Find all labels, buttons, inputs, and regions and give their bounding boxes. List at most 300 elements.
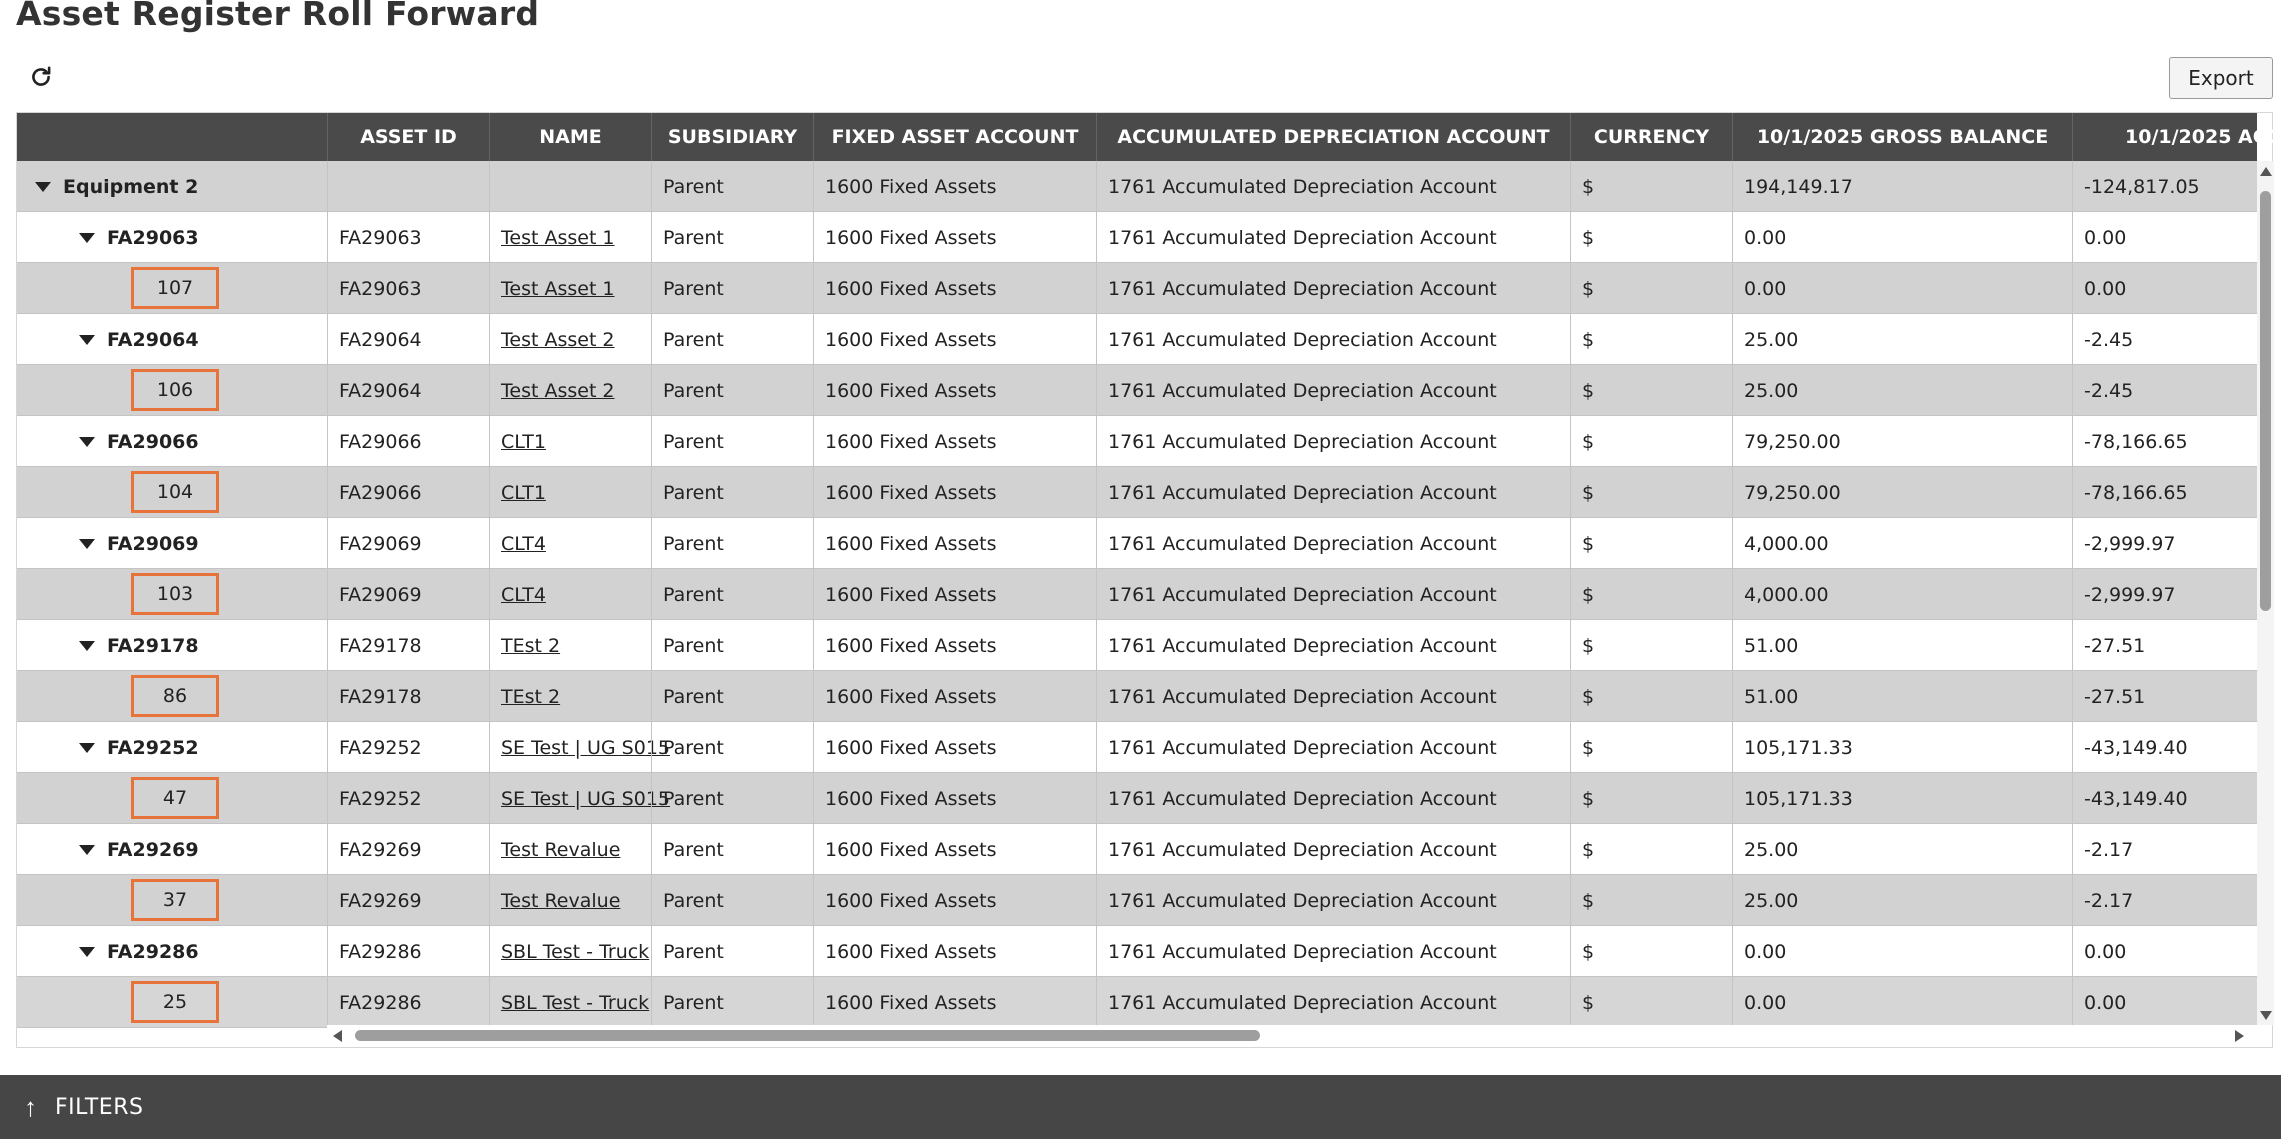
- asset-detail-row[interactable]: [17, 875, 2257, 926]
- cell-name[interactable]: [489, 161, 651, 212]
- cell-asset-id: [327, 875, 489, 926]
- cell-gross-balance-text: 4,000.00: [1744, 583, 1829, 606]
- asset-label: FA29069: [107, 532, 199, 555]
- cell-subsidiary: [651, 365, 813, 416]
- tree-cell: [17, 365, 327, 416]
- header-name[interactable]: NAME: [489, 113, 651, 161]
- cell-gross-balance-text: 0.00: [1744, 991, 1787, 1014]
- cell-gross-balance-text: 105,171.33: [1744, 787, 1853, 810]
- asset-row[interactable]: [17, 824, 2257, 875]
- horizontal-scroll-thumb[interactable]: [355, 1030, 1260, 1041]
- asset-name-link[interactable]: TEst 2: [501, 685, 561, 708]
- asset-row[interactable]: [17, 212, 2257, 263]
- cell-acc-balance: [2072, 569, 2257, 620]
- cell-accumulated-depreciation-account: [1096, 467, 1570, 518]
- cell-asset-id-text: FA29063: [339, 277, 422, 300]
- cell-subsidiary-text: Parent: [663, 430, 724, 453]
- cell-acc-balance-text: -78,166.65: [2084, 430, 2188, 453]
- cell-gross-balance: [1732, 620, 2072, 671]
- asset-label: FA29252: [107, 736, 199, 759]
- header-tree-column: [17, 113, 327, 161]
- asset-label: FA29064: [107, 328, 199, 351]
- cell-gross-balance: [1732, 722, 2072, 773]
- cell-fixed-asset-account-text: 1600 Fixed Assets: [825, 226, 997, 249]
- cell-currency: [1570, 875, 1732, 926]
- cell-currency-text: $: [1582, 328, 1595, 351]
- asset-detail-row[interactable]: [17, 671, 2257, 722]
- cell-name[interactable]: [489, 671, 651, 722]
- grid-header: [17, 113, 2281, 161]
- cell-subsidiary: [651, 773, 813, 824]
- cell-subsidiary-text: Parent: [663, 532, 724, 555]
- cell-accumulated-depreciation-account-text: 1761 Accumulated Depreciation Account: [1108, 328, 1497, 351]
- cell-asset-id-text: FA29064: [339, 328, 422, 351]
- cell-asset-id-text: FA29178: [339, 634, 422, 657]
- cell-currency: [1570, 671, 1732, 722]
- asset-row[interactable]: [17, 416, 2257, 467]
- cell-asset-id: [327, 671, 489, 722]
- asset-label: FA29066: [107, 430, 199, 453]
- header-accumulated-depreciation-account[interactable]: ACCUMULATED DEPRECIATION ACCOUNT: [1096, 113, 1570, 161]
- cell-subsidiary-text: Parent: [663, 787, 724, 810]
- cell-asset-id: [327, 722, 489, 773]
- cell-fixed-asset-account: [813, 620, 1096, 671]
- cell-gross-balance-text: 0.00: [1744, 226, 1787, 249]
- cell-accumulated-depreciation-account: [1096, 824, 1570, 875]
- expand-caret-icon[interactable]: [79, 539, 95, 549]
- cell-currency: [1570, 518, 1732, 569]
- cell-gross-balance: [1732, 314, 2072, 365]
- cell-gross-balance-text: 25.00: [1744, 328, 1799, 351]
- tree-cell: [17, 518, 327, 569]
- asset-name-link[interactable]: SE Test | UG S015: [501, 736, 670, 759]
- filters-bar[interactable]: [0, 1075, 2281, 1139]
- cell-name[interactable]: [489, 365, 651, 416]
- cell-asset-id: [327, 773, 489, 824]
- expand-caret-icon[interactable]: [79, 641, 95, 651]
- cell-fixed-asset-account: [813, 365, 1096, 416]
- highlighted-record-id: 25: [131, 981, 219, 1023]
- cell-subsidiary-text: Parent: [663, 991, 724, 1014]
- asset-name-link[interactable]: SBL Test - Truck: [501, 991, 650, 1014]
- cell-acc-balance-text: -124,817.05: [2084, 175, 2200, 198]
- cell-acc-balance-text: -2.17: [2084, 838, 2134, 861]
- cell-fixed-asset-account: [813, 161, 1096, 212]
- cell-name[interactable]: [489, 263, 651, 314]
- asset-row[interactable]: [17, 518, 2257, 569]
- cell-fixed-asset-account: [813, 212, 1096, 263]
- highlighted-record-id: 107: [131, 267, 219, 309]
- asset-row[interactable]: [17, 926, 2257, 977]
- expand-caret-icon[interactable]: [79, 437, 95, 447]
- cell-gross-balance-text: 105,171.33: [1744, 736, 1853, 759]
- cell-accumulated-depreciation-account-text: 1761 Accumulated Depreciation Account: [1108, 175, 1497, 198]
- cell-asset-id: [327, 314, 489, 365]
- cell-accumulated-depreciation-account: [1096, 569, 1570, 620]
- refresh-button[interactable]: [24, 60, 58, 94]
- cell-currency-text: $: [1582, 787, 1595, 810]
- cell-name[interactable]: [489, 212, 651, 263]
- cell-acc-balance: [2072, 314, 2257, 365]
- cell-currency: [1570, 314, 1732, 365]
- asset-detail-row[interactable]: [17, 977, 2257, 1028]
- cell-gross-balance-text: 4,000.00: [1744, 532, 1829, 555]
- cell-asset-id-text: FA29069: [339, 532, 422, 555]
- cell-accumulated-depreciation-account: [1096, 416, 1570, 467]
- cell-fixed-asset-account-text: 1600 Fixed Assets: [825, 787, 997, 810]
- asset-grid: [16, 112, 2281, 1048]
- cell-gross-balance: [1732, 365, 2072, 416]
- cell-subsidiary-text: Parent: [663, 328, 724, 351]
- cell-acc-balance-text: -27.51: [2084, 685, 2146, 708]
- cell-accumulated-depreciation-account: [1096, 620, 1570, 671]
- cell-accumulated-depreciation-account-text: 1761 Accumulated Depreciation Account: [1108, 787, 1497, 810]
- cell-acc-balance: [2072, 824, 2257, 875]
- cell-accumulated-depreciation-account-text: 1761 Accumulated Depreciation Account: [1108, 736, 1497, 759]
- cell-acc-balance: [2072, 263, 2257, 314]
- header-subsidiary[interactable]: SUBSIDIARY: [651, 113, 813, 161]
- asset-name-link[interactable]: CLT1: [501, 481, 546, 504]
- cell-name[interactable]: [489, 620, 651, 671]
- cell-accumulated-depreciation-account-text: 1761 Accumulated Depreciation Account: [1108, 430, 1497, 453]
- cell-asset-id: [327, 518, 489, 569]
- expand-caret-icon[interactable]: [79, 743, 95, 753]
- highlighted-record-id: 103: [131, 573, 219, 615]
- cell-fixed-asset-account-text: 1600 Fixed Assets: [825, 889, 997, 912]
- asset-name-link[interactable]: Test Asset 2: [501, 328, 615, 351]
- cell-gross-balance-text: 79,250.00: [1744, 430, 1841, 453]
- cell-currency: [1570, 773, 1732, 824]
- cell-subsidiary: [651, 161, 813, 212]
- cell-currency-text: $: [1582, 481, 1595, 504]
- cell-currency-text: $: [1582, 634, 1595, 657]
- tree-cell: [17, 773, 327, 824]
- cell-accumulated-depreciation-account-text: 1761 Accumulated Depreciation Account: [1108, 889, 1497, 912]
- cell-asset-id-text: FA29066: [339, 481, 422, 504]
- asset-name-link[interactable]: CLT4: [501, 532, 546, 555]
- cell-asset-id: [327, 467, 489, 518]
- cell-name[interactable]: [489, 773, 670, 824]
- cell-fixed-asset-account-text: 1600 Fixed Assets: [825, 991, 997, 1014]
- cell-currency: [1570, 161, 1732, 212]
- cell-gross-balance: [1732, 824, 2072, 875]
- cell-gross-balance: [1732, 977, 2072, 1028]
- cell-subsidiary: [651, 314, 813, 365]
- filters-label: FILTERS: [55, 1094, 144, 1120]
- cell-fixed-asset-account: [813, 518, 1096, 569]
- cell-gross-balance: [1732, 926, 2072, 977]
- asset-row[interactable]: [17, 314, 2257, 365]
- scroll-down-icon[interactable]: [2260, 1011, 2272, 1020]
- cell-subsidiary: [651, 671, 813, 722]
- export-button[interactable]: Export: [2169, 57, 2273, 99]
- cell-fixed-asset-account-text: 1600 Fixed Assets: [825, 634, 997, 657]
- expand-caret-icon[interactable]: [79, 335, 95, 345]
- cell-asset-id-text: FA29286: [339, 940, 422, 963]
- cell-name[interactable]: [489, 722, 670, 773]
- cell-name[interactable]: [489, 569, 651, 620]
- arrow-up-icon: ↑: [24, 1091, 37, 1122]
- tree-cell: [17, 926, 327, 977]
- asset-name-link[interactable]: Test Asset 1: [501, 226, 615, 249]
- cell-asset-id-text: FA29252: [339, 736, 422, 759]
- cell-currency-text: $: [1582, 685, 1595, 708]
- cell-subsidiary-text: Parent: [663, 226, 724, 249]
- horizontal-scrollbar[interactable]: [327, 1025, 2257, 1047]
- expand-caret-icon[interactable]: [79, 233, 95, 243]
- vertical-scroll-thumb[interactable]: [2260, 191, 2271, 611]
- asset-label: FA29178: [107, 634, 199, 657]
- cell-accumulated-depreciation-account-text: 1761 Accumulated Depreciation Account: [1108, 940, 1497, 963]
- refresh-icon: [28, 64, 54, 90]
- cell-accumulated-depreciation-account: [1096, 977, 1570, 1028]
- cell-name[interactable]: [489, 416, 651, 467]
- cell-gross-balance: [1732, 773, 2072, 824]
- tree-cell: [17, 569, 327, 620]
- scroll-left-icon[interactable]: [333, 1030, 342, 1042]
- grid-body: [17, 161, 2257, 1025]
- cell-accumulated-depreciation-account-text: 1761 Accumulated Depreciation Account: [1108, 634, 1497, 657]
- cell-gross-balance-text: 0.00: [1744, 940, 1787, 963]
- tree-cell: [17, 671, 327, 722]
- cell-asset-id-text: FA29066: [339, 430, 422, 453]
- cell-fixed-asset-account: [813, 926, 1096, 977]
- cell-fixed-asset-account: [813, 977, 1096, 1028]
- cell-currency-text: $: [1582, 532, 1595, 555]
- cell-fixed-asset-account-text: 1600 Fixed Assets: [825, 583, 997, 606]
- cell-currency-text: $: [1582, 175, 1595, 198]
- cell-accumulated-depreciation-account-text: 1761 Accumulated Depreciation Account: [1108, 277, 1497, 300]
- cell-acc-balance-text: -2.45: [2084, 379, 2134, 402]
- cell-acc-balance: [2072, 416, 2257, 467]
- asset-name-link[interactable]: SE Test | UG S015: [501, 787, 670, 810]
- cell-asset-id: [327, 977, 489, 1028]
- cell-subsidiary: [651, 977, 813, 1028]
- header-gross-balance[interactable]: 10/1/2025 GROSS BALANCE: [1732, 113, 2072, 161]
- cell-subsidiary: [651, 569, 813, 620]
- cell-accumulated-depreciation-account-text: 1761 Accumulated Depreciation Account: [1108, 226, 1497, 249]
- cell-acc-balance: [2072, 671, 2257, 722]
- asset-label: FA29063: [107, 226, 199, 249]
- asset-name-link[interactable]: Test Revalue: [501, 838, 621, 861]
- cell-subsidiary-text: Parent: [663, 736, 724, 759]
- cell-acc-balance: [2072, 773, 2257, 824]
- cell-accumulated-depreciation-account: [1096, 722, 1570, 773]
- cell-asset-id-text: FA29269: [339, 838, 422, 861]
- cell-gross-balance-text: 194,149.17: [1744, 175, 1853, 198]
- cell-currency: [1570, 365, 1732, 416]
- cell-acc-balance-text: 0.00: [2084, 940, 2127, 963]
- cell-accumulated-depreciation-account: [1096, 161, 1570, 212]
- cell-gross-balance: [1732, 161, 2072, 212]
- header-acc-balance[interactable]: 10/1/2025 ACC: [2072, 113, 2257, 161]
- asset-name-link[interactable]: Test Asset 1: [501, 277, 615, 300]
- header-asset-id[interactable]: ASSET ID: [327, 113, 489, 161]
- cell-asset-id-text: FA29178: [339, 685, 422, 708]
- cell-gross-balance: [1732, 671, 2072, 722]
- tree-cell: [17, 977, 327, 1028]
- cell-acc-balance-text: -43,149.40: [2084, 787, 2188, 810]
- cell-accumulated-depreciation-account: [1096, 314, 1570, 365]
- cell-acc-balance-text: 0.00: [2084, 226, 2127, 249]
- cell-fixed-asset-account: [813, 314, 1096, 365]
- asset-detail-row[interactable]: [17, 569, 2257, 620]
- cell-name[interactable]: [489, 314, 651, 365]
- cell-accumulated-depreciation-account: [1096, 773, 1570, 824]
- cell-subsidiary-text: Parent: [663, 838, 724, 861]
- scroll-right-icon[interactable]: [2235, 1030, 2244, 1042]
- cell-currency: [1570, 824, 1732, 875]
- cell-asset-id: [327, 161, 489, 212]
- asset-label: FA29286: [107, 940, 199, 963]
- cell-name[interactable]: [489, 824, 651, 875]
- cell-asset-id: [327, 926, 489, 977]
- cell-currency-text: $: [1582, 991, 1595, 1014]
- cell-gross-balance-text: 25.00: [1744, 379, 1799, 402]
- cell-gross-balance-text: 25.00: [1744, 838, 1799, 861]
- cell-acc-balance: [2072, 926, 2257, 977]
- cell-name[interactable]: [489, 467, 651, 518]
- cell-accumulated-depreciation-account-text: 1761 Accumulated Depreciation Account: [1108, 379, 1497, 402]
- cell-gross-balance-text: 79,250.00: [1744, 481, 1841, 504]
- expand-caret-icon[interactable]: [35, 182, 51, 192]
- cell-asset-id-text: FA29286: [339, 991, 422, 1014]
- asset-detail-row[interactable]: [17, 365, 2257, 416]
- tree-cell: [17, 722, 327, 773]
- cell-currency: [1570, 620, 1732, 671]
- asset-name-link[interactable]: SBL Test - Truck: [501, 940, 650, 963]
- cell-subsidiary-text: Parent: [663, 175, 724, 198]
- cell-fixed-asset-account: [813, 416, 1096, 467]
- cell-subsidiary: [651, 416, 813, 467]
- cell-subsidiary: [651, 212, 813, 263]
- cell-accumulated-depreciation-account: [1096, 875, 1570, 926]
- cell-fixed-asset-account-text: 1600 Fixed Assets: [825, 379, 997, 402]
- cell-acc-balance: [2072, 620, 2257, 671]
- highlighted-record-id: 47: [131, 777, 219, 819]
- tree-cell: [17, 212, 327, 263]
- cell-accumulated-depreciation-account: [1096, 518, 1570, 569]
- cell-gross-balance: [1732, 467, 2072, 518]
- cell-currency-text: $: [1582, 838, 1595, 861]
- asset-name-link[interactable]: Test Asset 2: [501, 379, 615, 402]
- expand-caret-icon[interactable]: [79, 947, 95, 957]
- group-row[interactable]: [17, 161, 2257, 212]
- asset-name-link[interactable]: Test Revalue: [501, 889, 621, 912]
- asset-detail-row[interactable]: [17, 467, 2257, 518]
- cell-asset-id: [327, 263, 489, 314]
- cell-asset-id: [327, 212, 489, 263]
- cell-gross-balance-text: 25.00: [1744, 889, 1799, 912]
- cell-accumulated-depreciation-account: [1096, 671, 1570, 722]
- cell-subsidiary: [651, 722, 813, 773]
- asset-detail-row[interactable]: [17, 263, 2257, 314]
- cell-name[interactable]: [489, 926, 651, 977]
- cell-currency-text: $: [1582, 379, 1595, 402]
- cell-acc-balance-text: 0.00: [2084, 277, 2127, 300]
- cell-fixed-asset-account: [813, 671, 1096, 722]
- cell-fixed-asset-account: [813, 263, 1096, 314]
- cell-accumulated-depreciation-account-text: 1761 Accumulated Depreciation Account: [1108, 838, 1497, 861]
- tree-cell: [17, 467, 327, 518]
- cell-subsidiary-text: Parent: [663, 940, 724, 963]
- cell-acc-balance-text: 0.00: [2084, 991, 2127, 1014]
- vertical-scrollbar[interactable]: [2257, 161, 2274, 1025]
- cell-name[interactable]: [489, 875, 651, 926]
- cell-fixed-asset-account: [813, 569, 1096, 620]
- header-currency[interactable]: CURRENCY: [1570, 113, 1732, 161]
- cell-fixed-asset-account-text: 1600 Fixed Assets: [825, 940, 997, 963]
- tree-cell: [17, 416, 327, 467]
- cell-subsidiary: [651, 875, 813, 926]
- cell-gross-balance-text: 0.00: [1744, 277, 1787, 300]
- cell-currency: [1570, 467, 1732, 518]
- asset-name-link[interactable]: CLT4: [501, 583, 546, 606]
- highlighted-record-id: 37: [131, 879, 219, 921]
- cell-currency-text: $: [1582, 736, 1595, 759]
- asset-name-link[interactable]: TEst 2: [501, 634, 561, 657]
- cell-fixed-asset-account-text: 1600 Fixed Assets: [825, 838, 997, 861]
- cell-gross-balance: [1732, 263, 2072, 314]
- cell-subsidiary: [651, 620, 813, 671]
- asset-detail-row[interactable]: [17, 773, 2257, 824]
- cell-accumulated-depreciation-account-text: 1761 Accumulated Depreciation Account: [1108, 481, 1497, 504]
- cell-name[interactable]: [489, 518, 651, 569]
- cell-name[interactable]: [489, 977, 651, 1028]
- cell-acc-balance-text: -27.51: [2084, 634, 2146, 657]
- cell-asset-id: [327, 824, 489, 875]
- cell-gross-balance: [1732, 212, 2072, 263]
- cell-currency: [1570, 416, 1732, 467]
- tree-cell: [17, 875, 327, 926]
- asset-row[interactable]: [17, 620, 2257, 671]
- cell-subsidiary: [651, 263, 813, 314]
- expand-caret-icon[interactable]: [79, 845, 95, 855]
- cell-acc-balance: [2072, 467, 2257, 518]
- cell-subsidiary-text: Parent: [663, 481, 724, 504]
- asset-row[interactable]: [17, 722, 2257, 773]
- cell-gross-balance: [1732, 875, 2072, 926]
- cell-asset-id-text: FA29069: [339, 583, 422, 606]
- cell-accumulated-depreciation-account: [1096, 212, 1570, 263]
- cell-acc-balance-text: -2.45: [2084, 328, 2134, 351]
- tree-cell: [17, 314, 327, 365]
- cell-subsidiary-text: Parent: [663, 583, 724, 606]
- asset-label: FA29269: [107, 838, 199, 861]
- cell-currency: [1570, 926, 1732, 977]
- cell-subsidiary-text: Parent: [663, 889, 724, 912]
- cell-fixed-asset-account-text: 1600 Fixed Assets: [825, 175, 997, 198]
- cell-currency-text: $: [1582, 226, 1595, 249]
- scroll-up-icon[interactable]: [2260, 167, 2272, 176]
- cell-subsidiary: [651, 824, 813, 875]
- cell-acc-balance: [2072, 518, 2257, 569]
- cell-asset-id: [327, 569, 489, 620]
- cell-acc-balance-text: -2,999.97: [2084, 583, 2176, 606]
- cell-currency-text: $: [1582, 889, 1595, 912]
- cell-fixed-asset-account: [813, 722, 1096, 773]
- cell-gross-balance-text: 51.00: [1744, 685, 1799, 708]
- cell-subsidiary: [651, 467, 813, 518]
- cell-acc-balance: [2072, 977, 2257, 1028]
- group-label: Equipment 2: [63, 175, 199, 198]
- asset-name-link[interactable]: CLT1: [501, 430, 546, 453]
- cell-gross-balance: [1732, 416, 2072, 467]
- tree-cell: [17, 263, 327, 314]
- header-fixed-asset-account[interactable]: FIXED ASSET ACCOUNT: [813, 113, 1096, 161]
- tree-cell: [17, 620, 327, 671]
- cell-fixed-asset-account-text: 1600 Fixed Assets: [825, 277, 997, 300]
